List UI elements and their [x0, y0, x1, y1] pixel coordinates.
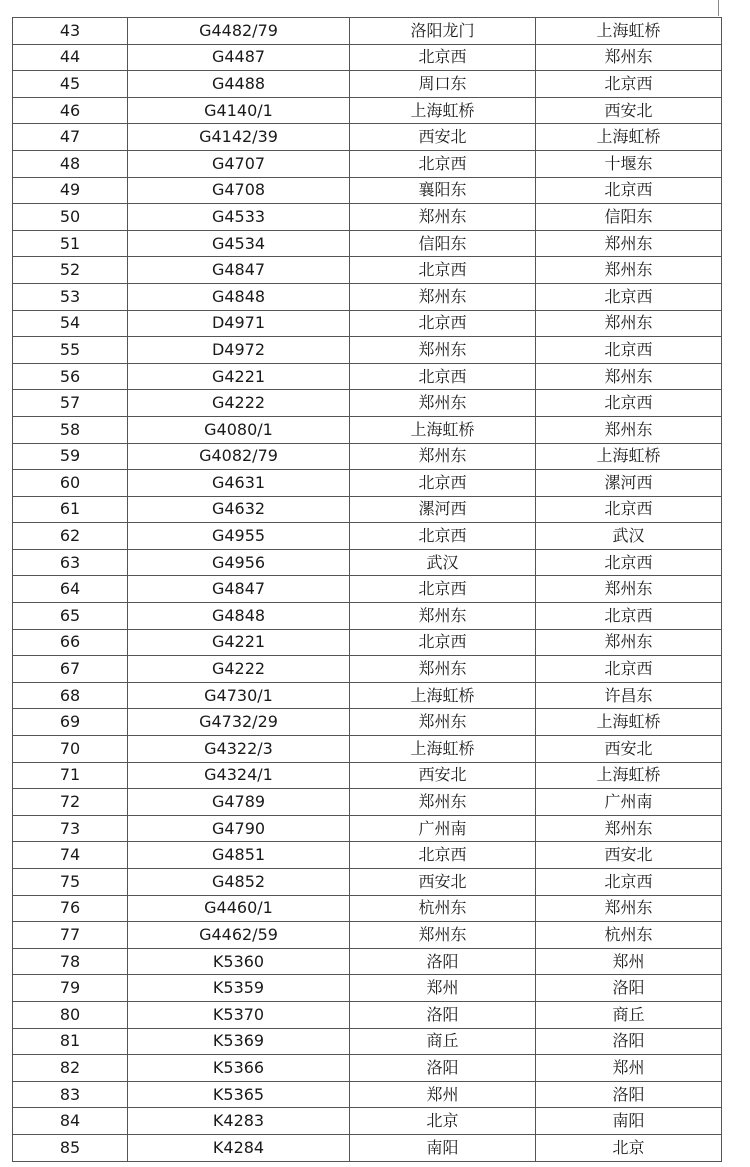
train-number-cell: G4460/1: [128, 895, 350, 922]
train-number-cell: G4708: [128, 177, 350, 204]
arrival-station-cell: 广州南: [536, 789, 722, 816]
table-row: [13, 682, 722, 709]
row-number-cell: 55: [13, 337, 128, 364]
table-row: [13, 869, 722, 896]
train-number-cell: G4488: [128, 71, 350, 98]
train-number-cell: K5369: [128, 1028, 350, 1055]
train-number-cell: G4080/1: [128, 416, 350, 443]
table-row: [13, 204, 722, 231]
departure-station-cell: 郑州东: [350, 204, 536, 231]
table-row: [13, 629, 722, 656]
arrival-station-cell: 郑州东: [536, 576, 722, 603]
train-number-cell: G4790: [128, 815, 350, 842]
departure-station-cell: 北京西: [350, 629, 536, 656]
arrival-station-cell: 北京西: [536, 603, 722, 630]
arrival-station-cell: 郑州东: [536, 363, 722, 390]
departure-station-cell: 洛阳: [350, 1055, 536, 1082]
departure-station-cell: 北京西: [350, 150, 536, 177]
departure-station-cell: 南阳: [350, 1134, 536, 1161]
departure-station-cell: 上海虹桥: [350, 416, 536, 443]
arrival-station-cell: 北京西: [536, 71, 722, 98]
row-number-cell: 51: [13, 230, 128, 257]
arrival-station-cell: 十堰东: [536, 150, 722, 177]
row-number-cell: 81: [13, 1028, 128, 1055]
departure-station-cell: 北京西: [350, 257, 536, 284]
train-number-cell: G4847: [128, 257, 350, 284]
arrival-station-cell: 西安北: [536, 97, 722, 124]
table-row: [13, 549, 722, 576]
table-row: [13, 283, 722, 310]
departure-station-cell: 西安北: [350, 762, 536, 789]
row-number-cell: 66: [13, 629, 128, 656]
row-number-cell: 83: [13, 1081, 128, 1108]
table-row: [13, 922, 722, 949]
departure-station-cell: 杭州东: [350, 895, 536, 922]
departure-station-cell: 郑州东: [350, 390, 536, 417]
train-number-cell: K5365: [128, 1081, 350, 1108]
train-number-cell: G4955: [128, 523, 350, 550]
row-number-cell: 58: [13, 416, 128, 443]
departure-station-cell: 郑州: [350, 975, 536, 1002]
table-row: [13, 948, 722, 975]
arrival-station-cell: 郑州东: [536, 257, 722, 284]
departure-station-cell: 郑州东: [350, 603, 536, 630]
arrival-station-cell: 洛阳: [536, 1028, 722, 1055]
row-number-cell: 65: [13, 603, 128, 630]
table-row: [13, 337, 722, 364]
arrival-station-cell: 上海虹桥: [536, 709, 722, 736]
train-number-cell: G4221: [128, 629, 350, 656]
train-number-cell: G4222: [128, 390, 350, 417]
arrival-station-cell: 郑州: [536, 1055, 722, 1082]
train-number-cell: G4482/79: [128, 18, 350, 45]
arrival-station-cell: 郑州东: [536, 629, 722, 656]
train-number-cell: G4848: [128, 603, 350, 630]
departure-station-cell: 广州南: [350, 815, 536, 842]
row-number-cell: 64: [13, 576, 128, 603]
row-number-cell: 84: [13, 1108, 128, 1135]
train-number-cell: G4851: [128, 842, 350, 869]
train-number-cell: G4140/1: [128, 97, 350, 124]
row-number-cell: 62: [13, 523, 128, 550]
departure-station-cell: 郑州东: [350, 656, 536, 683]
row-number-cell: 45: [13, 71, 128, 98]
departure-station-cell: 郑州东: [350, 709, 536, 736]
arrival-station-cell: 许昌东: [536, 682, 722, 709]
departure-station-cell: 西安北: [350, 869, 536, 896]
row-number-cell: 82: [13, 1055, 128, 1082]
train-number-cell: G4956: [128, 549, 350, 576]
row-number-cell: 61: [13, 496, 128, 523]
departure-station-cell: 襄阳东: [350, 177, 536, 204]
row-number-cell: 53: [13, 283, 128, 310]
table-row: [13, 523, 722, 550]
row-number-cell: 77: [13, 922, 128, 949]
row-number-cell: 60: [13, 470, 128, 497]
arrival-station-cell: 北京西: [536, 549, 722, 576]
row-number-cell: 68: [13, 682, 128, 709]
row-number-cell: 76: [13, 895, 128, 922]
table-row: [13, 1055, 722, 1082]
arrival-station-cell: 上海虹桥: [536, 18, 722, 45]
row-number-cell: 85: [13, 1134, 128, 1161]
arrival-station-cell: 郑州东: [536, 230, 722, 257]
table-row: [13, 390, 722, 417]
table-row: [13, 576, 722, 603]
table-row: [13, 416, 722, 443]
departure-station-cell: 武汉: [350, 549, 536, 576]
arrival-station-cell: 北京西: [536, 177, 722, 204]
departure-station-cell: 上海虹桥: [350, 736, 536, 763]
table-row: [13, 815, 722, 842]
row-number-cell: 47: [13, 124, 128, 151]
table-row: [13, 1134, 722, 1161]
train-number-cell: G4324/1: [128, 762, 350, 789]
arrival-station-cell: 西安北: [536, 842, 722, 869]
train-number-cell: G4707: [128, 150, 350, 177]
arrival-station-cell: 郑州东: [536, 44, 722, 71]
train-number-cell: K5360: [128, 948, 350, 975]
row-number-cell: 49: [13, 177, 128, 204]
train-number-cell: G4848: [128, 283, 350, 310]
departure-station-cell: 洛阳龙门: [350, 18, 536, 45]
arrival-station-cell: 北京西: [536, 656, 722, 683]
train-number-cell: G4847: [128, 576, 350, 603]
arrival-station-cell: 郑州东: [536, 310, 722, 337]
arrival-station-cell: 信阳东: [536, 204, 722, 231]
table-row: [13, 230, 722, 257]
train-number-cell: G4732/29: [128, 709, 350, 736]
train-number-cell: G4789: [128, 789, 350, 816]
departure-station-cell: 北京西: [350, 44, 536, 71]
row-number-cell: 54: [13, 310, 128, 337]
arrival-station-cell: 商丘: [536, 1001, 722, 1028]
arrival-station-cell: 北京西: [536, 496, 722, 523]
arrival-station-cell: 北京西: [536, 337, 722, 364]
train-number-cell: G4534: [128, 230, 350, 257]
row-number-cell: 43: [13, 18, 128, 45]
table-row: [13, 124, 722, 151]
row-number-cell: 50: [13, 204, 128, 231]
row-number-cell: 71: [13, 762, 128, 789]
arrival-station-cell: 北京西: [536, 283, 722, 310]
departure-station-cell: 北京西: [350, 363, 536, 390]
row-number-cell: 56: [13, 363, 128, 390]
train-number-cell: G4487: [128, 44, 350, 71]
arrival-station-cell: 上海虹桥: [536, 124, 722, 151]
train-schedule-table: [12, 17, 722, 1162]
row-number-cell: 59: [13, 443, 128, 470]
train-number-cell: G4730/1: [128, 682, 350, 709]
departure-station-cell: 周口东: [350, 71, 536, 98]
train-number-cell: G4631: [128, 470, 350, 497]
row-number-cell: 57: [13, 390, 128, 417]
table-row: [13, 97, 722, 124]
table-row: [13, 1108, 722, 1135]
table-row: [13, 310, 722, 337]
arrival-station-cell: 北京: [536, 1134, 722, 1161]
train-number-cell: D4971: [128, 310, 350, 337]
row-number-cell: 72: [13, 789, 128, 816]
row-number-cell: 48: [13, 150, 128, 177]
arrival-station-cell: 郑州东: [536, 815, 722, 842]
arrival-station-cell: 郑州东: [536, 416, 722, 443]
row-number-cell: 70: [13, 736, 128, 763]
departure-station-cell: 漯河西: [350, 496, 536, 523]
row-number-cell: 79: [13, 975, 128, 1002]
departure-station-cell: 郑州东: [350, 283, 536, 310]
arrival-station-cell: 西安北: [536, 736, 722, 763]
table-row: [13, 789, 722, 816]
arrival-station-cell: 洛阳: [536, 975, 722, 1002]
train-number-cell: G4221: [128, 363, 350, 390]
arrival-station-cell: 上海虹桥: [536, 762, 722, 789]
table-row: [13, 709, 722, 736]
departure-station-cell: 郑州东: [350, 789, 536, 816]
train-number-cell: D4972: [128, 337, 350, 364]
table-row: [13, 443, 722, 470]
table-body: [13, 18, 722, 1162]
arrival-station-cell: 北京西: [536, 869, 722, 896]
table-row: [13, 1028, 722, 1055]
row-number-cell: 74: [13, 842, 128, 869]
arrival-station-cell: 上海虹桥: [536, 443, 722, 470]
table-row: [13, 1001, 722, 1028]
train-number-cell: K5366: [128, 1055, 350, 1082]
departure-station-cell: 上海虹桥: [350, 682, 536, 709]
departure-station-cell: 西安北: [350, 124, 536, 151]
train-number-cell: G4533: [128, 204, 350, 231]
train-number-cell: G4632: [128, 496, 350, 523]
arrival-station-cell: 郑州: [536, 948, 722, 975]
train-number-cell: K5359: [128, 975, 350, 1002]
departure-station-cell: 北京西: [350, 842, 536, 869]
departure-station-cell: 郑州东: [350, 337, 536, 364]
arrival-station-cell: 杭州东: [536, 922, 722, 949]
departure-station-cell: 郑州东: [350, 443, 536, 470]
departure-station-cell: 北京: [350, 1108, 536, 1135]
row-number-cell: 44: [13, 44, 128, 71]
table-row: [13, 762, 722, 789]
page-corner-mark: [718, 0, 719, 16]
train-number-cell: G4322/3: [128, 736, 350, 763]
table-row: [13, 257, 722, 284]
table-row: [13, 44, 722, 71]
table-row: [13, 656, 722, 683]
departure-station-cell: 郑州东: [350, 922, 536, 949]
departure-station-cell: 北京西: [350, 523, 536, 550]
row-number-cell: 73: [13, 815, 128, 842]
train-number-cell: G4852: [128, 869, 350, 896]
row-number-cell: 75: [13, 869, 128, 896]
departure-station-cell: 郑州: [350, 1081, 536, 1108]
table-row: [13, 18, 722, 45]
table-row: [13, 470, 722, 497]
departure-station-cell: 北京西: [350, 310, 536, 337]
row-number-cell: 63: [13, 549, 128, 576]
train-number-cell: K5370: [128, 1001, 350, 1028]
table-row: [13, 150, 722, 177]
row-number-cell: 46: [13, 97, 128, 124]
train-number-cell: G4082/79: [128, 443, 350, 470]
train-number-cell: K4283: [128, 1108, 350, 1135]
departure-station-cell: 商丘: [350, 1028, 536, 1055]
table-row: [13, 1081, 722, 1108]
train-number-cell: G4142/39: [128, 124, 350, 151]
row-number-cell: 52: [13, 257, 128, 284]
train-number-cell: G4462/59: [128, 922, 350, 949]
arrival-station-cell: 洛阳: [536, 1081, 722, 1108]
departure-station-cell: 上海虹桥: [350, 97, 536, 124]
arrival-station-cell: 武汉: [536, 523, 722, 550]
arrival-station-cell: 南阳: [536, 1108, 722, 1135]
table-row: [13, 496, 722, 523]
arrival-station-cell: 郑州东: [536, 895, 722, 922]
departure-station-cell: 洛阳: [350, 948, 536, 975]
table-row: [13, 975, 722, 1002]
row-number-cell: 69: [13, 709, 128, 736]
arrival-station-cell: 漯河西: [536, 470, 722, 497]
row-number-cell: 78: [13, 948, 128, 975]
table-row: [13, 895, 722, 922]
table-row: [13, 177, 722, 204]
departure-station-cell: 北京西: [350, 576, 536, 603]
arrival-station-cell: 北京西: [536, 390, 722, 417]
train-number-cell: K4284: [128, 1134, 350, 1161]
table-row: [13, 363, 722, 390]
departure-station-cell: 信阳东: [350, 230, 536, 257]
table-row: [13, 71, 722, 98]
row-number-cell: 67: [13, 656, 128, 683]
table-row: [13, 842, 722, 869]
table-row: [13, 736, 722, 763]
train-number-cell: G4222: [128, 656, 350, 683]
departure-station-cell: 洛阳: [350, 1001, 536, 1028]
table-row: [13, 603, 722, 630]
departure-station-cell: 北京西: [350, 470, 536, 497]
row-number-cell: 80: [13, 1001, 128, 1028]
